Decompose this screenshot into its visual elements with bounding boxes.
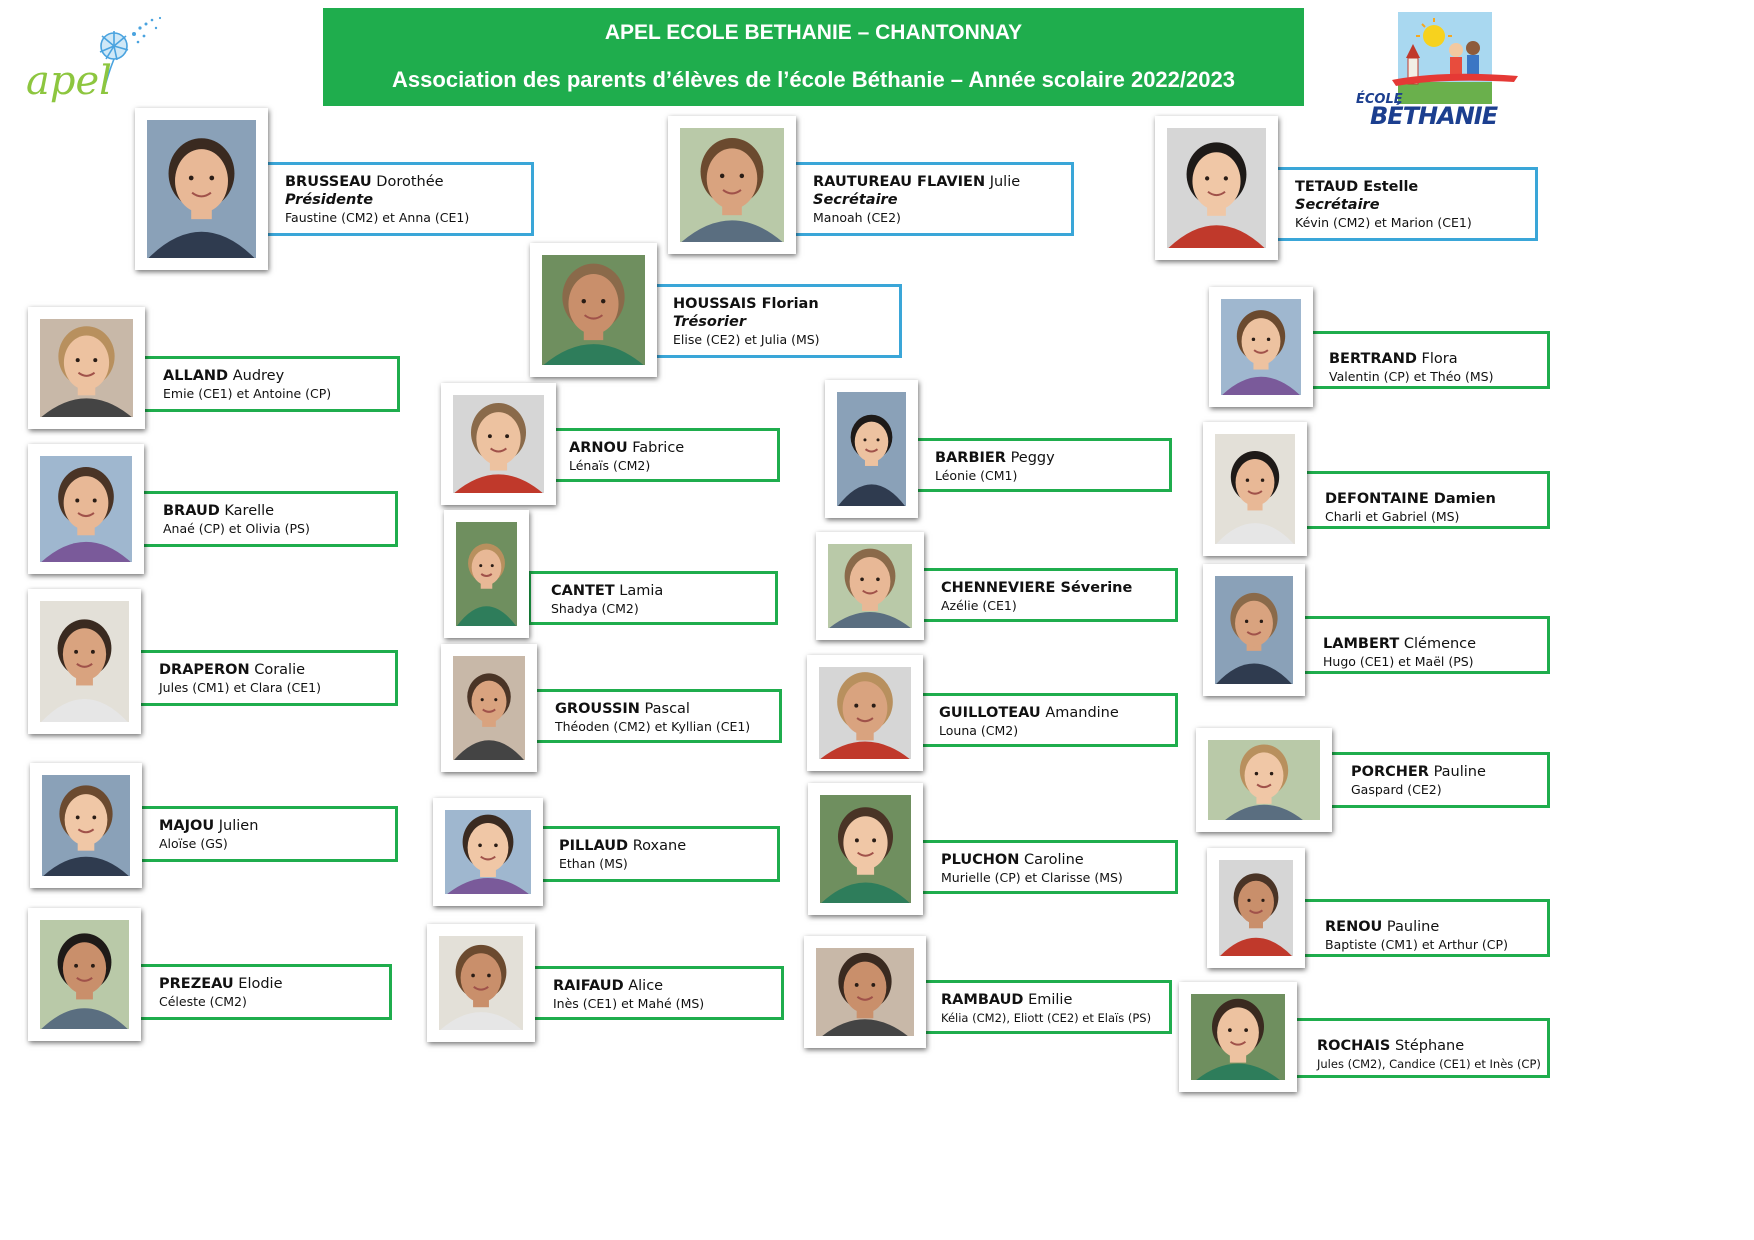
member-children: Valentin (CP) et Théo (MS) bbox=[1329, 369, 1494, 384]
member-name bbox=[159, 661, 389, 679]
member-photo bbox=[135, 108, 268, 270]
portrait-icon bbox=[456, 522, 517, 626]
member-photo bbox=[28, 444, 144, 574]
member-name bbox=[159, 975, 383, 993]
member-role: Secrétaire bbox=[813, 192, 898, 208]
member-first-name: Amandine bbox=[1045, 705, 1119, 721]
portrait-icon bbox=[445, 810, 531, 894]
portrait-icon bbox=[1215, 576, 1293, 684]
member-text bbox=[941, 991, 1163, 1027]
member-last-name: ROCHAIS bbox=[1317, 1038, 1391, 1054]
member-last-name: BRUSSEAU bbox=[285, 174, 372, 190]
member-text bbox=[1325, 918, 1541, 954]
page-title: APEL ECOLE BETHANIE – CHANTONNAY bbox=[604, 21, 1023, 44]
member-info-box bbox=[918, 568, 1178, 622]
member-last-name: ALLAND bbox=[163, 368, 229, 384]
member-children: Céleste (CM2) bbox=[159, 994, 247, 1009]
portrait-icon bbox=[1191, 994, 1285, 1080]
portrait-icon bbox=[1221, 299, 1301, 395]
member-children: Murielle (CP) et Clarisse (MS) bbox=[941, 870, 1123, 885]
member-last-name: PORCHER bbox=[1351, 764, 1429, 780]
portrait-icon bbox=[1167, 128, 1266, 248]
member-first-name: Pascal bbox=[644, 701, 690, 717]
member-children: Ethan (MS) bbox=[559, 856, 628, 871]
member-text bbox=[555, 700, 773, 736]
member-photo bbox=[30, 763, 142, 888]
portrait-icon bbox=[453, 656, 525, 760]
portrait-icon bbox=[1215, 434, 1295, 544]
member-text bbox=[1317, 1037, 1541, 1073]
member-name bbox=[1325, 918, 1541, 936]
member-text bbox=[1351, 763, 1541, 799]
member-info-box bbox=[1302, 899, 1550, 957]
member-photo bbox=[1179, 982, 1297, 1092]
member-photo bbox=[807, 655, 923, 771]
member-text bbox=[1325, 490, 1541, 526]
member-name bbox=[1351, 763, 1541, 781]
member-photo bbox=[427, 924, 535, 1042]
member-first-name: Julien bbox=[218, 818, 259, 834]
member-name bbox=[1329, 350, 1541, 368]
member-first-name: Audrey bbox=[232, 368, 285, 384]
member-first-name: Pauline bbox=[1433, 764, 1486, 780]
member-photo bbox=[1203, 422, 1307, 556]
member-last-name: PLUCHON bbox=[941, 852, 1020, 868]
member-last-name: BARBIER bbox=[935, 450, 1006, 466]
member-text bbox=[569, 439, 771, 475]
member-text bbox=[551, 582, 769, 618]
member-photo bbox=[28, 589, 141, 734]
member-first-name: Dorothée bbox=[376, 174, 444, 190]
member-children: Manoah (CE2) bbox=[813, 210, 901, 225]
portrait-icon bbox=[40, 319, 133, 417]
member-children: Théoden (CM2) et Kyllian (CE1) bbox=[555, 719, 751, 734]
member-last-name: GUILLOTEAU bbox=[939, 705, 1041, 721]
member-text bbox=[673, 295, 893, 349]
member-name bbox=[941, 579, 1169, 597]
portrait-icon bbox=[40, 601, 129, 722]
apel-logo bbox=[22, 14, 172, 110]
member-text bbox=[163, 367, 391, 403]
member-children: Elise (CE2) et Julia (MS) bbox=[673, 332, 820, 347]
portrait-icon bbox=[42, 775, 130, 876]
member-first-name: Elodie bbox=[238, 976, 283, 992]
member-name bbox=[159, 817, 389, 835]
member-last-name: DEFONTAINE Damien bbox=[1325, 491, 1496, 507]
member-first-name: Peggy bbox=[1010, 450, 1055, 466]
member-info-box bbox=[136, 650, 398, 706]
portrait-icon bbox=[1219, 860, 1293, 956]
member-info-box bbox=[140, 491, 398, 547]
member-text bbox=[1329, 350, 1541, 386]
member-last-name: GROUSSIN bbox=[555, 701, 640, 717]
member-children: Gaspard (CE2) bbox=[1351, 782, 1442, 797]
member-text bbox=[163, 502, 389, 538]
portrait-icon bbox=[1208, 740, 1320, 820]
member-first-name: Coralie bbox=[254, 662, 306, 678]
member-info-box bbox=[136, 964, 392, 1020]
member-photo bbox=[530, 243, 657, 377]
member-first-name: Stéphane bbox=[1394, 1038, 1465, 1054]
member-children: Faustine (CM2) et Anna (CE1) bbox=[285, 210, 470, 225]
member-photo bbox=[441, 383, 556, 505]
member-children: Jules (CM1) et Clara (CE1) bbox=[159, 680, 321, 695]
member-photo bbox=[444, 510, 529, 638]
member-name bbox=[1325, 490, 1541, 508]
member-last-name: MAJOU bbox=[159, 818, 215, 834]
member-name bbox=[673, 295, 893, 313]
member-name bbox=[559, 837, 771, 855]
member-children: Emie (CE1) et Antoine (CP) bbox=[163, 386, 332, 401]
portrait-icon bbox=[828, 544, 912, 628]
member-text bbox=[159, 975, 383, 1011]
member-photo bbox=[28, 307, 145, 429]
member-first-name: Pauline bbox=[1386, 919, 1440, 935]
member-info-box bbox=[528, 571, 778, 625]
member-info-box bbox=[650, 284, 902, 358]
member-info-box bbox=[530, 966, 784, 1020]
member-info-box bbox=[1302, 471, 1550, 529]
member-first-name: Roxane bbox=[632, 838, 687, 854]
member-info-box bbox=[532, 689, 782, 743]
member-last-name: RAMBAUD bbox=[941, 992, 1024, 1008]
member-name bbox=[939, 704, 1169, 722]
member-last-name: BERTRAND bbox=[1329, 351, 1417, 367]
member-children: Charli et Gabriel (MS) bbox=[1325, 509, 1460, 524]
member-photo bbox=[825, 380, 918, 518]
member-last-name: PREZEAU bbox=[159, 976, 234, 992]
member-last-name: CANTET bbox=[551, 583, 615, 599]
member-name bbox=[163, 502, 389, 520]
member-first-name: Clémence bbox=[1403, 636, 1477, 652]
member-children: Lénaïs (CM2) bbox=[569, 458, 651, 473]
member-name bbox=[1317, 1037, 1541, 1055]
member-children: Hugo (CE1) et Maël (PS) bbox=[1323, 654, 1474, 669]
member-photo bbox=[816, 532, 924, 640]
member-last-name: BRAUD bbox=[163, 503, 220, 519]
member-name bbox=[1295, 178, 1529, 196]
member-children: Léonie (CM1) bbox=[935, 468, 1018, 483]
member-photo bbox=[28, 908, 141, 1041]
member-children: Baptiste (CM1) et Arthur (CP) bbox=[1325, 937, 1508, 952]
member-first-name: Julie bbox=[989, 174, 1021, 190]
member-children: Inès (CE1) et Mahé (MS) bbox=[553, 996, 705, 1011]
member-name bbox=[555, 700, 773, 718]
member-name bbox=[1323, 635, 1541, 653]
member-last-name: ARNOU bbox=[569, 440, 628, 456]
member-name bbox=[813, 173, 1065, 191]
member-first-name: Alice bbox=[628, 978, 664, 994]
member-role: Secrétaire bbox=[1295, 197, 1380, 213]
member-text bbox=[553, 977, 775, 1013]
member-last-name: RAIFAUD bbox=[553, 978, 624, 994]
member-info-box bbox=[916, 693, 1178, 747]
member-last-name: CHENNEVIERE Séverine bbox=[941, 580, 1133, 596]
member-name bbox=[569, 439, 771, 457]
member-first-name: Karelle bbox=[224, 503, 275, 519]
member-children: Shadya (CM2) bbox=[551, 601, 639, 616]
member-first-name: Flora bbox=[1421, 351, 1458, 367]
member-photo bbox=[1155, 116, 1278, 260]
member-photo bbox=[668, 116, 796, 254]
member-photo bbox=[804, 936, 926, 1048]
member-info-box bbox=[912, 438, 1172, 492]
member-last-name: RENOU bbox=[1325, 919, 1383, 935]
portrait-icon bbox=[439, 936, 523, 1030]
member-info-box bbox=[262, 162, 534, 236]
member-name bbox=[941, 991, 1163, 1009]
member-info-box bbox=[546, 428, 780, 482]
portrait-icon bbox=[816, 948, 914, 1036]
page-subtitle: Association des parents d’élèves de l’école Béthanie – Année scolaire 2022/2023 bbox=[392, 67, 1235, 92]
member-info-box bbox=[1272, 167, 1538, 241]
member-children: Azélie (CE1) bbox=[941, 598, 1017, 613]
member-name bbox=[285, 173, 525, 191]
member-name bbox=[551, 582, 769, 600]
member-text bbox=[813, 173, 1065, 227]
member-text bbox=[941, 579, 1169, 615]
member-info-box bbox=[136, 806, 398, 862]
portrait-icon bbox=[819, 667, 911, 759]
member-info-box bbox=[140, 356, 400, 412]
member-name bbox=[941, 851, 1169, 869]
member-children: Aloïse (GS) bbox=[159, 836, 228, 851]
member-first-name: Caroline bbox=[1023, 852, 1084, 868]
member-photo bbox=[433, 798, 543, 906]
member-last-name: DRAPERON bbox=[159, 662, 250, 678]
member-first-name: Lamia bbox=[619, 583, 664, 599]
portrait-icon bbox=[453, 395, 544, 493]
member-photo bbox=[808, 783, 923, 915]
portrait-icon bbox=[40, 920, 129, 1029]
member-last-name: PILLAUD bbox=[559, 838, 629, 854]
member-last-name: TETAUD Estelle bbox=[1295, 179, 1419, 195]
portrait-icon bbox=[680, 128, 784, 242]
member-children: Louna (CM2) bbox=[939, 723, 1019, 738]
member-photo bbox=[1209, 287, 1313, 407]
member-text bbox=[1323, 635, 1541, 671]
member-last-name: HOUSSAIS Florian bbox=[673, 296, 819, 312]
member-info-box bbox=[918, 980, 1172, 1034]
school-logo-top: ÉCOLE bbox=[1356, 92, 1403, 107]
member-info-box bbox=[790, 162, 1074, 236]
member-info-box bbox=[918, 840, 1178, 894]
member-photo bbox=[1207, 848, 1305, 968]
apel-logo-text: apel bbox=[26, 58, 112, 104]
portrait-icon bbox=[40, 456, 132, 562]
member-text bbox=[1295, 178, 1529, 232]
member-role: Trésorier bbox=[673, 314, 746, 330]
member-photo bbox=[1196, 728, 1332, 832]
member-children: Kévin (CM2) et Marion (CE1) bbox=[1295, 215, 1472, 230]
member-last-name: LAMBERT bbox=[1323, 636, 1400, 652]
portrait-icon bbox=[820, 795, 911, 903]
member-first-name: Fabrice bbox=[632, 440, 685, 456]
member-text bbox=[559, 837, 771, 873]
member-children: Kélia (CM2), Eliott (CE2) et Elaïs (PS) bbox=[941, 1011, 1152, 1025]
member-text bbox=[159, 817, 389, 853]
member-last-name: RAUTUREAU FLAVIEN bbox=[813, 174, 986, 190]
member-name bbox=[553, 977, 775, 995]
member-info-box bbox=[1300, 616, 1550, 674]
member-name bbox=[163, 367, 391, 385]
member-photo bbox=[441, 644, 537, 772]
member-text bbox=[941, 851, 1169, 887]
member-role: Présidente bbox=[285, 192, 374, 208]
school-logo-name: BÉTHANIE bbox=[1370, 102, 1498, 130]
school-logo bbox=[1352, 8, 1526, 136]
member-text bbox=[939, 704, 1169, 740]
member-text bbox=[935, 449, 1163, 485]
member-name bbox=[935, 449, 1163, 467]
member-info-box bbox=[536, 826, 780, 882]
member-children: Jules (CM2), Candice (CE1) et Inès (CP) bbox=[1317, 1057, 1541, 1071]
portrait-icon bbox=[542, 255, 645, 365]
member-text bbox=[285, 173, 525, 227]
member-text bbox=[159, 661, 389, 697]
portrait-icon bbox=[837, 392, 906, 506]
member-children: Anaé (CP) et Olivia (PS) bbox=[163, 521, 310, 536]
member-info-box bbox=[1294, 1018, 1550, 1078]
title-banner bbox=[323, 8, 1304, 106]
member-info-box bbox=[1328, 752, 1550, 808]
member-photo bbox=[1203, 564, 1305, 696]
member-info-box bbox=[1306, 331, 1550, 389]
member-first-name: Emilie bbox=[1028, 992, 1073, 1008]
portrait-icon bbox=[147, 120, 256, 258]
